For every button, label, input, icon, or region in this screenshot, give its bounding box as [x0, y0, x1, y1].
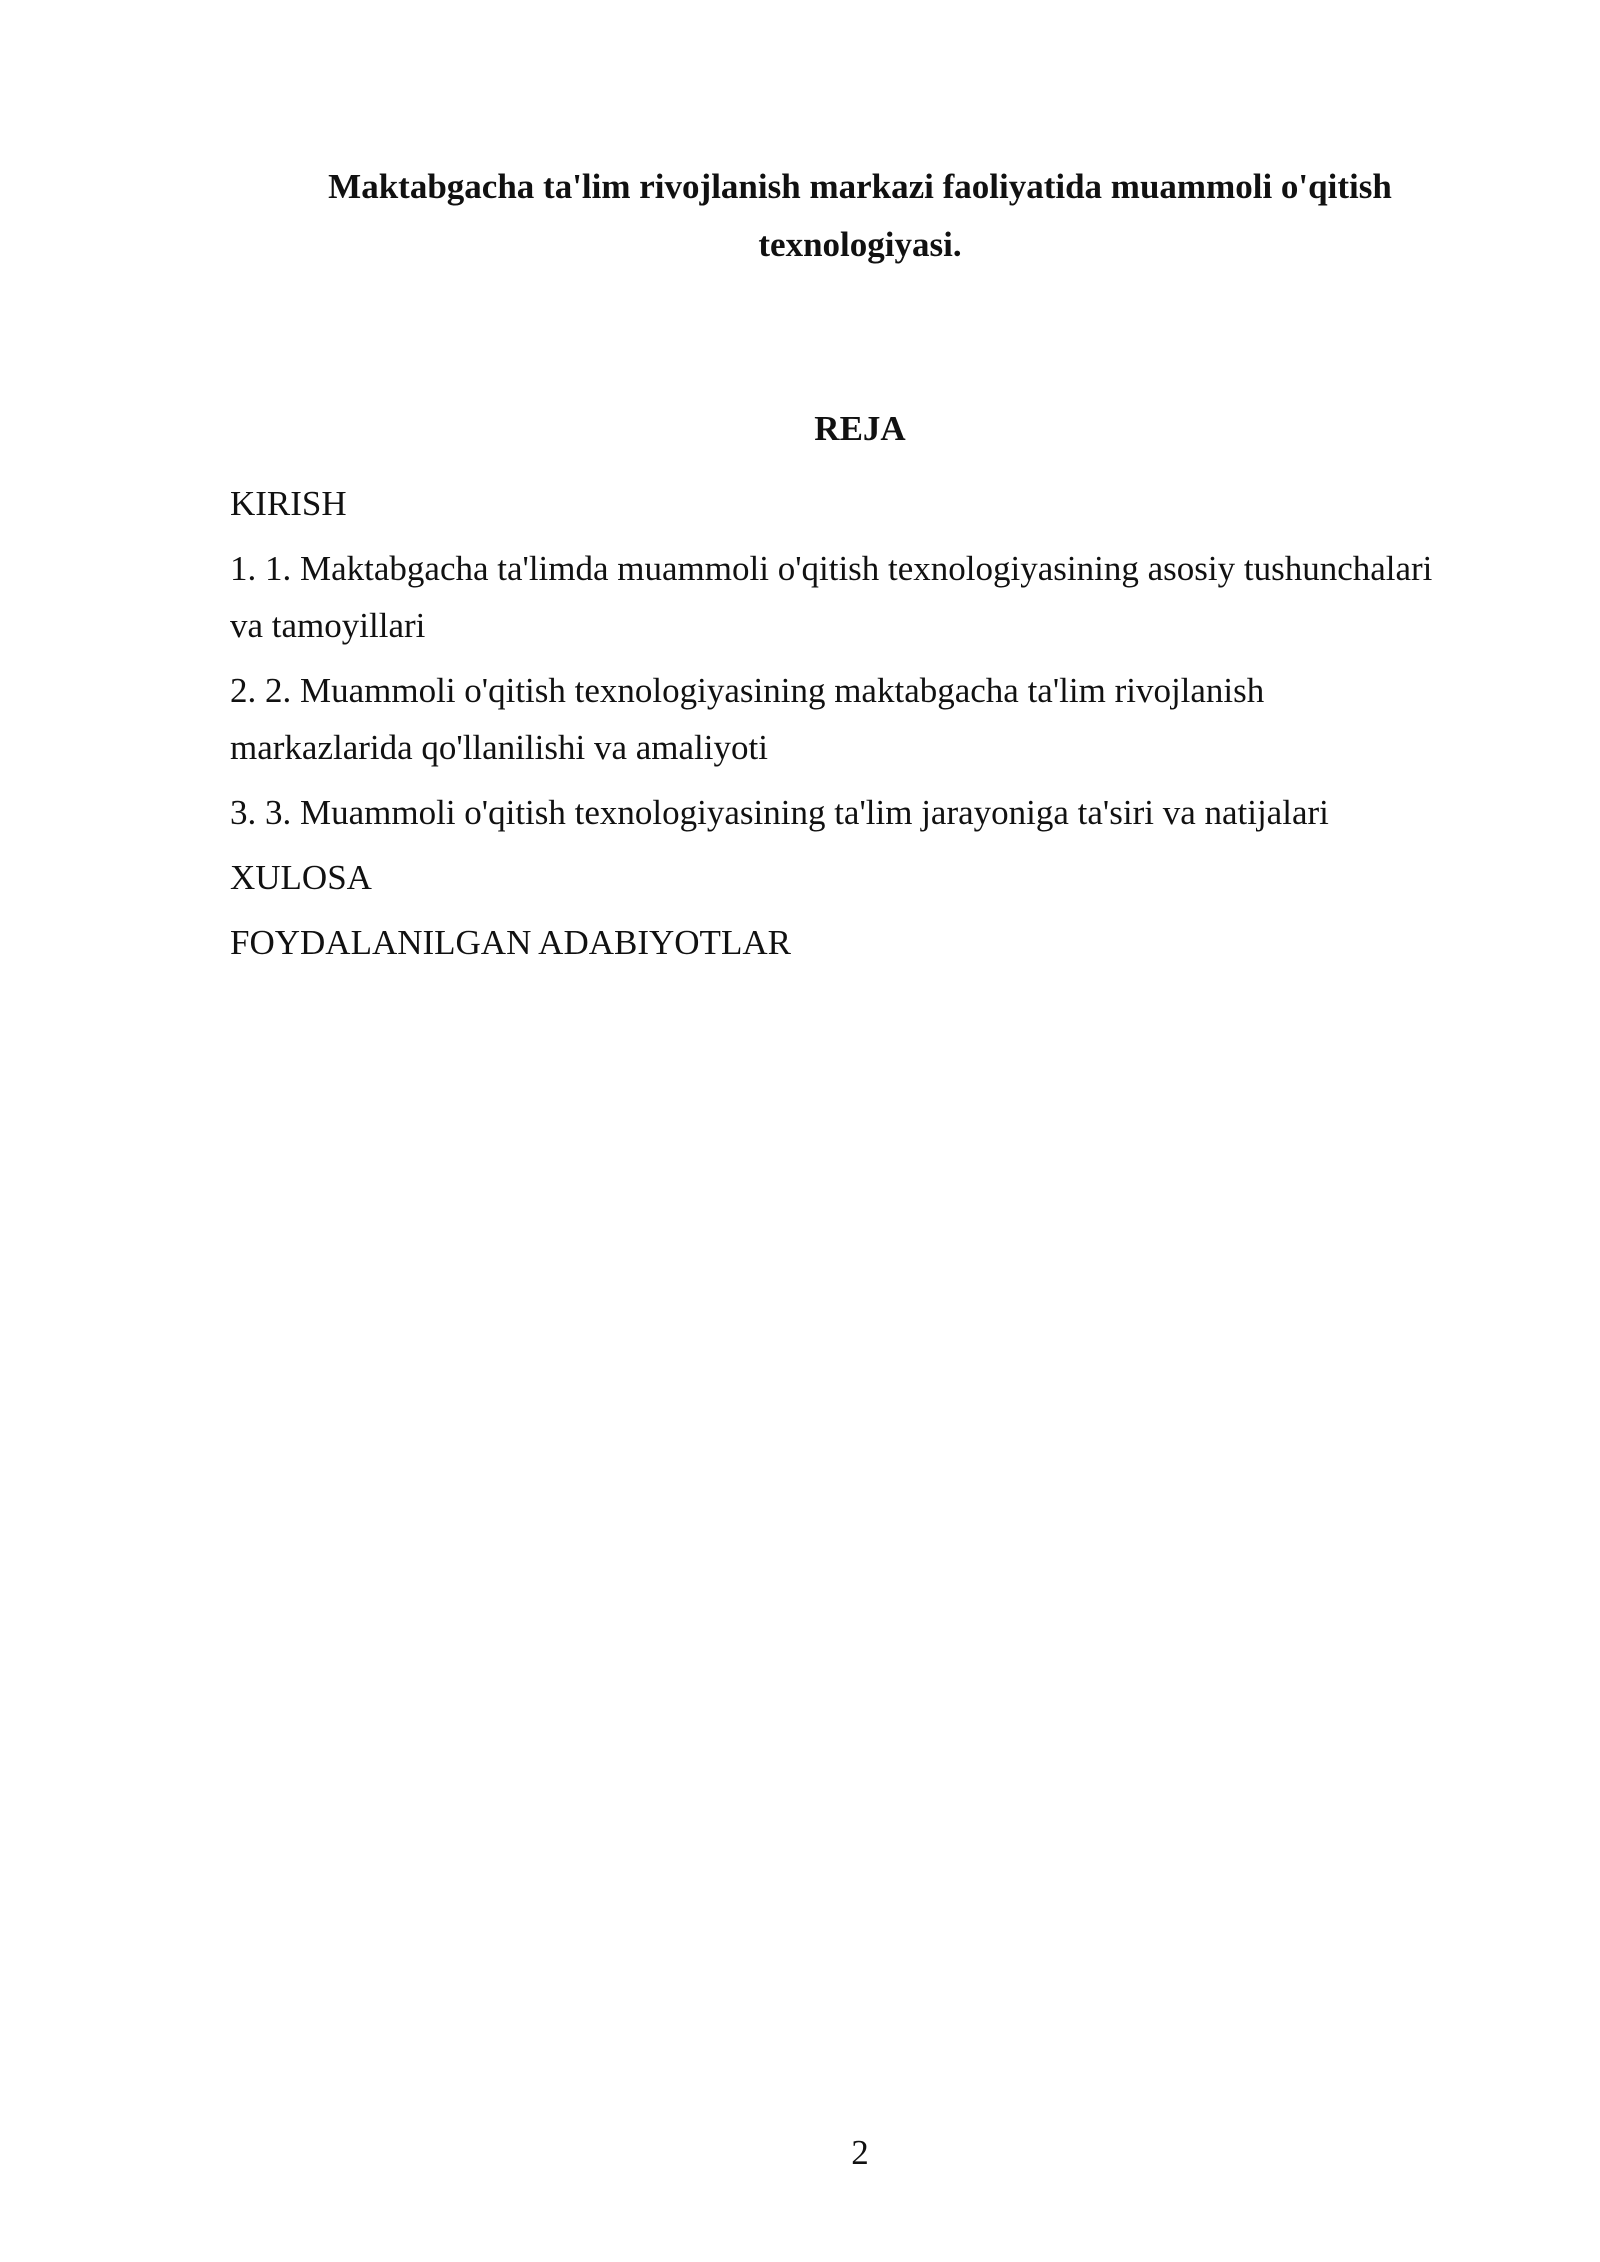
plan-heading: REJA — [814, 409, 906, 448]
table-of-contents — [230, 475, 1440, 979]
toc-item-conclusion: XULOSA — [230, 858, 372, 897]
toc-item-section-3: 3. 3. Muammoli o'qitish texnologiyasining ta'lim jarayoniga ta'siri va natijalari — [230, 793, 1329, 832]
document-title: Maktabgacha ta'lim rivojlanish markazi faoliyatida muammoli o'qitish texnologiyasi. — [328, 167, 1392, 264]
toc-item-references: FOYDALANILGAN ADABIYOTLAR — [230, 923, 791, 962]
toc-item-section-1: 1. 1. Maktabgacha ta'limda muammoli o'qitish texnologiyasining asosiy tushunchalari va tamoyillari — [230, 549, 1433, 645]
page-number: 2 — [851, 2133, 869, 2172]
toc-item-section-2: 2. 2. Muammoli o'qitish texnologiyasining maktabgacha ta'lim rivojlanish markazlarida qo'llanilishi va amaliyoti — [230, 671, 1265, 767]
toc-item-introduction: KIRISH — [230, 484, 347, 523]
